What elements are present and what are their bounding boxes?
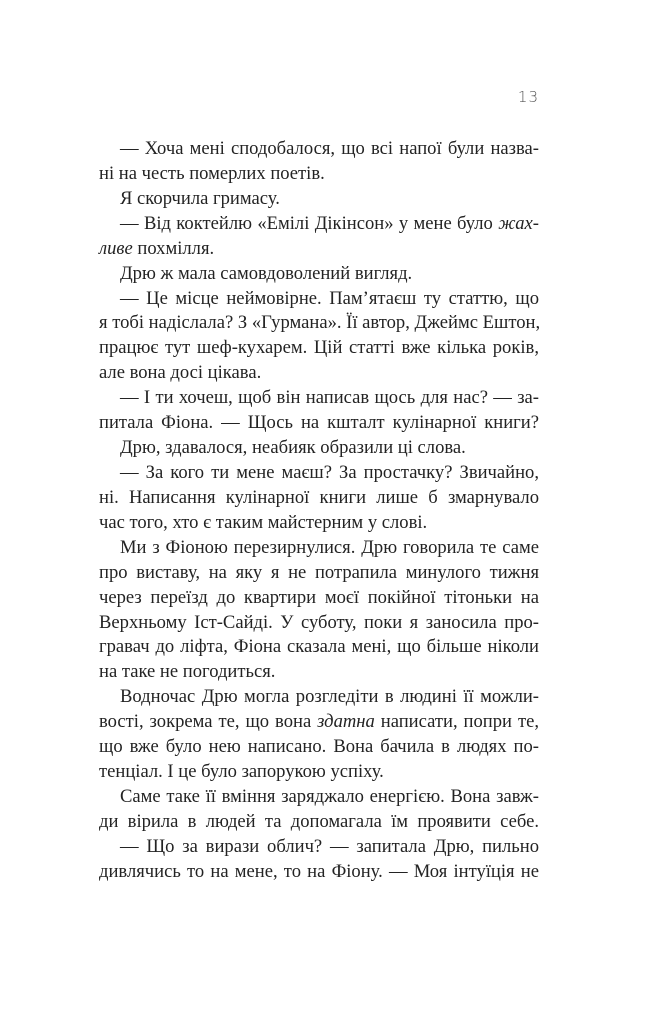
text-line — [99, 710, 539, 735]
text-segment: працює тут шеф-кухарем. Цій статті вже кілька років, — [99, 337, 539, 359]
text-line — [99, 660, 539, 685]
text-line — [99, 835, 539, 860]
text-line — [99, 810, 539, 835]
text-line — [99, 561, 539, 586]
text-line — [99, 311, 539, 336]
text-segment: — Що за вирази облич? — запитала Дрю, пильно — [120, 835, 539, 857]
text-line — [99, 336, 539, 361]
text-segment: Водночас Дрю могла розгледіти в людині її можли- — [120, 686, 539, 708]
text-line — [99, 860, 539, 885]
text-segment: — Це місце неймовірне. Пам’ятаєш ту статтю, що — [120, 287, 539, 309]
text-line — [99, 785, 539, 810]
text-segment: час того, хто є таким майстерним у слові. — [99, 511, 428, 533]
text-segment: ні. Написання кулінарної книги лише б змарнувало — [99, 486, 539, 508]
text-line — [99, 187, 539, 212]
text-line — [99, 586, 539, 611]
text-segment: питала Фіона. — Щось на кшталт кулінарної книги? — [99, 412, 539, 434]
text-line — [99, 511, 539, 536]
text-line — [99, 411, 539, 436]
text-segment: на таке не погодиться. — [99, 661, 276, 683]
text-segment: через переїзд до квартири моєї покійної тітоньки на — [99, 586, 539, 608]
body-text — [99, 137, 539, 885]
text-line — [99, 735, 539, 760]
italic-text: здатна — [317, 711, 375, 733]
text-segment: написати, попри те, — [374, 711, 539, 733]
text-line — [99, 436, 539, 461]
text-segment: про виставу, на яку я не потрапила минулого тижня — [99, 561, 539, 583]
text-segment: Дрю ж мала самовдоволений вигляд. — [120, 262, 413, 284]
text-segment: але вона досі цікава. — [99, 362, 262, 384]
text-segment: ні на честь померлих поетів. — [99, 162, 325, 184]
text-line — [99, 386, 539, 411]
text-segment: — І ти хочеш, щоб він написав щось для нас? — за- — [120, 387, 539, 409]
text-line — [99, 611, 539, 636]
text-line — [99, 137, 539, 162]
text-line — [99, 461, 539, 486]
text-line — [99, 635, 539, 660]
text-segment: гравач до ліфта, Фіона сказала мені, що більше ніколи — [99, 636, 539, 658]
text-segment: Ми з Фіоною перезирнулися. Дрю говорила те саме — [120, 536, 539, 558]
text-segment: що вже було нею написано. Вона бачила в людях по- — [99, 736, 539, 758]
text-line — [99, 212, 539, 237]
text-line — [99, 685, 539, 710]
text-segment: дивлячись то на мене, то на Фіону. — Моя інтуїція не — [99, 860, 539, 882]
text-segment: Верхньому Іст-Сайді. У суботу, поки я заносила про- — [99, 611, 539, 633]
text-segment: вості, зокрема те, що вона — [99, 711, 318, 733]
text-line — [99, 287, 539, 312]
page-number: 13 — [517, 88, 539, 106]
text-line — [99, 162, 539, 187]
text-line — [99, 760, 539, 785]
text-segment: я тобі надіслала? З «Гурмана». Її автор, Джеймс Ештон, — [99, 312, 541, 334]
text-line — [99, 262, 539, 287]
text-line — [99, 361, 539, 386]
text-segment: — За кого ти мене маєш? За простачку? Звичайно, — [120, 461, 539, 483]
italic-text: ливе — [99, 237, 133, 259]
text-line — [99, 237, 539, 262]
text-line — [99, 486, 539, 511]
text-line — [99, 536, 539, 561]
text-segment: Саме таке її вміння заряджало енергією. Вона завж- — [120, 785, 539, 807]
text-segment: Дрю, здавалося, неабияк образили ці слова. — [120, 437, 466, 459]
text-segment: ди вірила в людей та допомагала їм проявити себе. — [99, 810, 539, 832]
text-segment: похмілля. — [132, 237, 215, 259]
text-segment: — Хоча мені сподобалося, що всі напої були назва- — [120, 138, 539, 159]
text-segment: Я скорчила гримасу. — [120, 187, 280, 209]
text-segment: — Від коктейлю «Емілі Дікінсон» у мене було — [120, 212, 499, 234]
text-segment: тенціал. І це було запорукою успіху. — [99, 761, 384, 783]
italic-text: жах- — [498, 212, 539, 234]
